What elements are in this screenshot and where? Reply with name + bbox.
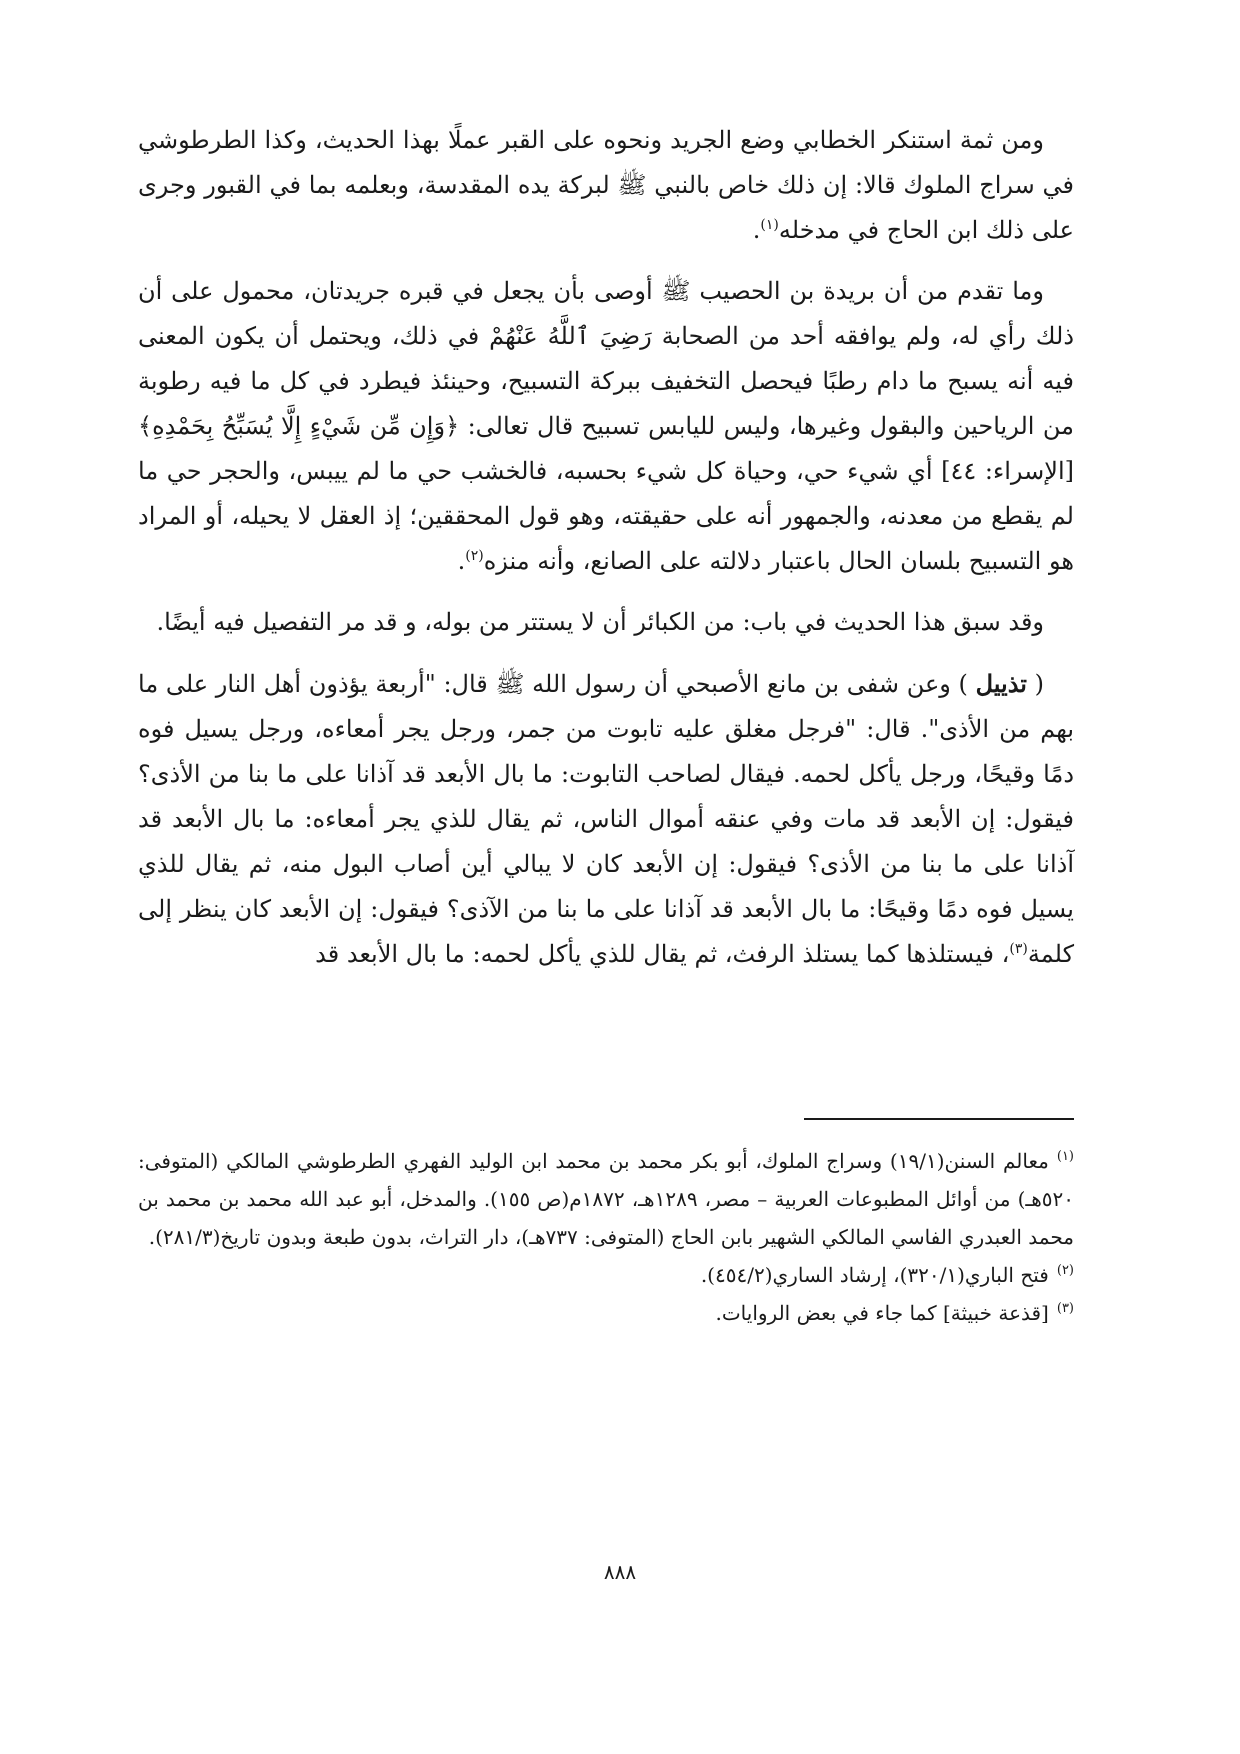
footnote-3: [138, 1294, 1074, 1332]
paragraph-end: .: [457, 547, 466, 575]
footnote-ref[interactable]: (٣): [1009, 941, 1028, 957]
paragraph-tail: ، فيستلذها كما يستلذ الرفث، ثم يقال للذي يأكل لحمه: ما بال الأبعد قد: [315, 940, 1010, 968]
footnote-text: [قذعة خبيثة] كما جاء في بعض الروايات.: [715, 1301, 1049, 1325]
footnote-ref[interactable]: (١): [760, 217, 779, 233]
paragraph-text: وعن شفى بن مانع الأصبحي أن رسول الله ﷺ قال: "أربعة يؤذون أهل النار على ما بهم من الأذى". قال: "فرجل مغلق عليه تابوت من جمر، ورجل يجر أمعاءه، ورجل يسيل فوه دمًا وقيحًا، ورجل يأكل لحمه. فيقال لصاحب التابوت: ما بال الأبعد قد آذانا على ما بنا من الأذى؟ فيقول: إن الأبعد قد مات وفي عنقه أموال الناس، ثم يقال للذي يجر أمعاءه: ما بال الأبعد قد آذانا على ما بنا من الأذى؟ فيقول: إن الأبعد كان لا يبالي أين أصاب البول منه، ثم يقال للذي يسيل فوه دمًا وقيحًا: ما بال الأبعد قد آذانا على ما بنا من الآذى؟ فيقول: إن الأبعد كان ينظر إلى كلمة: [138, 670, 1075, 968]
footnote-1: [138, 1142, 1074, 1256]
footnotes: [138, 1142, 1074, 1332]
paragraph-2: [138, 269, 1074, 584]
footnote-number: (٣): [1056, 1301, 1074, 1317]
tadhyil-close: ): [950, 670, 976, 698]
footnote-number: (١): [1056, 1149, 1074, 1165]
page-number: ٨٨٨: [603, 1560, 637, 1584]
paragraph-text: ومن ثمة استنكر الخطابي وضع الجريد ونحوه على القبر عملًا بهذا الحديث، وكذا الطرطوشي في سراج الملوك قالا: إن ذلك خاص بالنبي ﷺ لبركة يده المقدسة، وبعلمه بما في القبور وجرى على ذلك ابن الحاج في مدخله: [138, 126, 1074, 244]
paragraph-3: [138, 600, 1074, 645]
footnote-text: معالم السنن(١٩/١) وسراج الملوك، أبو بكر محمد بن محمد ابن الوليد الفهري الطرطوشي المالكي (المتوفى: ٥٢٠هـ) من أوائل المطبوعات العربية – مصر، ١٢٨٩هـ، ١٨٧٢م(ص ١٥٥). والمدخل، أبو عبد الله محمد بن محمد بن محمد العبدري الفاسي المالكي الشهير بابن الحاج (المتوفى: ٧٣٧هـ)، دار التراث، بدون طبعة وبدون تاريخ(٢٨١/٣).: [138, 1149, 1075, 1249]
footnote-2: [138, 1256, 1074, 1294]
paragraph-tadhyil: [138, 661, 1074, 977]
tadhyil-heading: تذييل: [975, 669, 1027, 698]
paragraph-text: وقد سبق هذا الحديث في باب: من الكبائر أن لا يستتر من بوله، و قد مر التفصيل فيه أيضًا.: [156, 608, 1044, 636]
paragraph-end: .: [752, 216, 761, 244]
main-text: [138, 118, 1074, 993]
footnote-separator: [804, 1118, 1074, 1120]
footnote-number: (٢): [1056, 1263, 1074, 1279]
paragraph-1: [138, 118, 1074, 253]
footnote-ref[interactable]: (٢): [465, 548, 484, 564]
footnote-text: فتح الباري(٣٢٠/١)، إرشاد الساري(٤٥٤/٢).: [700, 1263, 1049, 1287]
paragraph-text: وما تقدم من أن بريدة بن الحصيب ﷺ أوصى بأن يجعل في قبره جريدتان، محمول على أن ذلك رأي له، ولم يوافقه أحد من الصحابة رَضِيَ ٱللَّهُ عَنْهُمْ في ذلك، ويحتمل أن يكون المعنى فيه أنه يسبح ما دام رطبًا فيحصل التخفيف ببركة التسبيح، وحينئذ فيطرد في كل ما فيه رطوبة من الرياحين والبقول وغيرها، وليس لليابس تسبيح قال تعالى: ﴿وَإِن مِّن شَيْءٍ إِلَّا يُسَبِّحُ بِحَمْدِهِ﴾ [الإسراء: ٤٤] أي شيء حي، وحياة كل شيء بحسبه، فالخشب حي ما لم ييبس، والحجر حي ما لم يقطع من معدنه، والجمهور أنه على حقيقته، وهو قول المحققين؛ إذ العقل لا يحيله، أو المراد هو التسبيح بلسان الحال باعتبار دلالته على الصانع، وأنه منزه: [138, 277, 1074, 575]
footnote-separator-wrap: [0, 1118, 1240, 1120]
tadhyil-open: (: [1026, 670, 1044, 698]
